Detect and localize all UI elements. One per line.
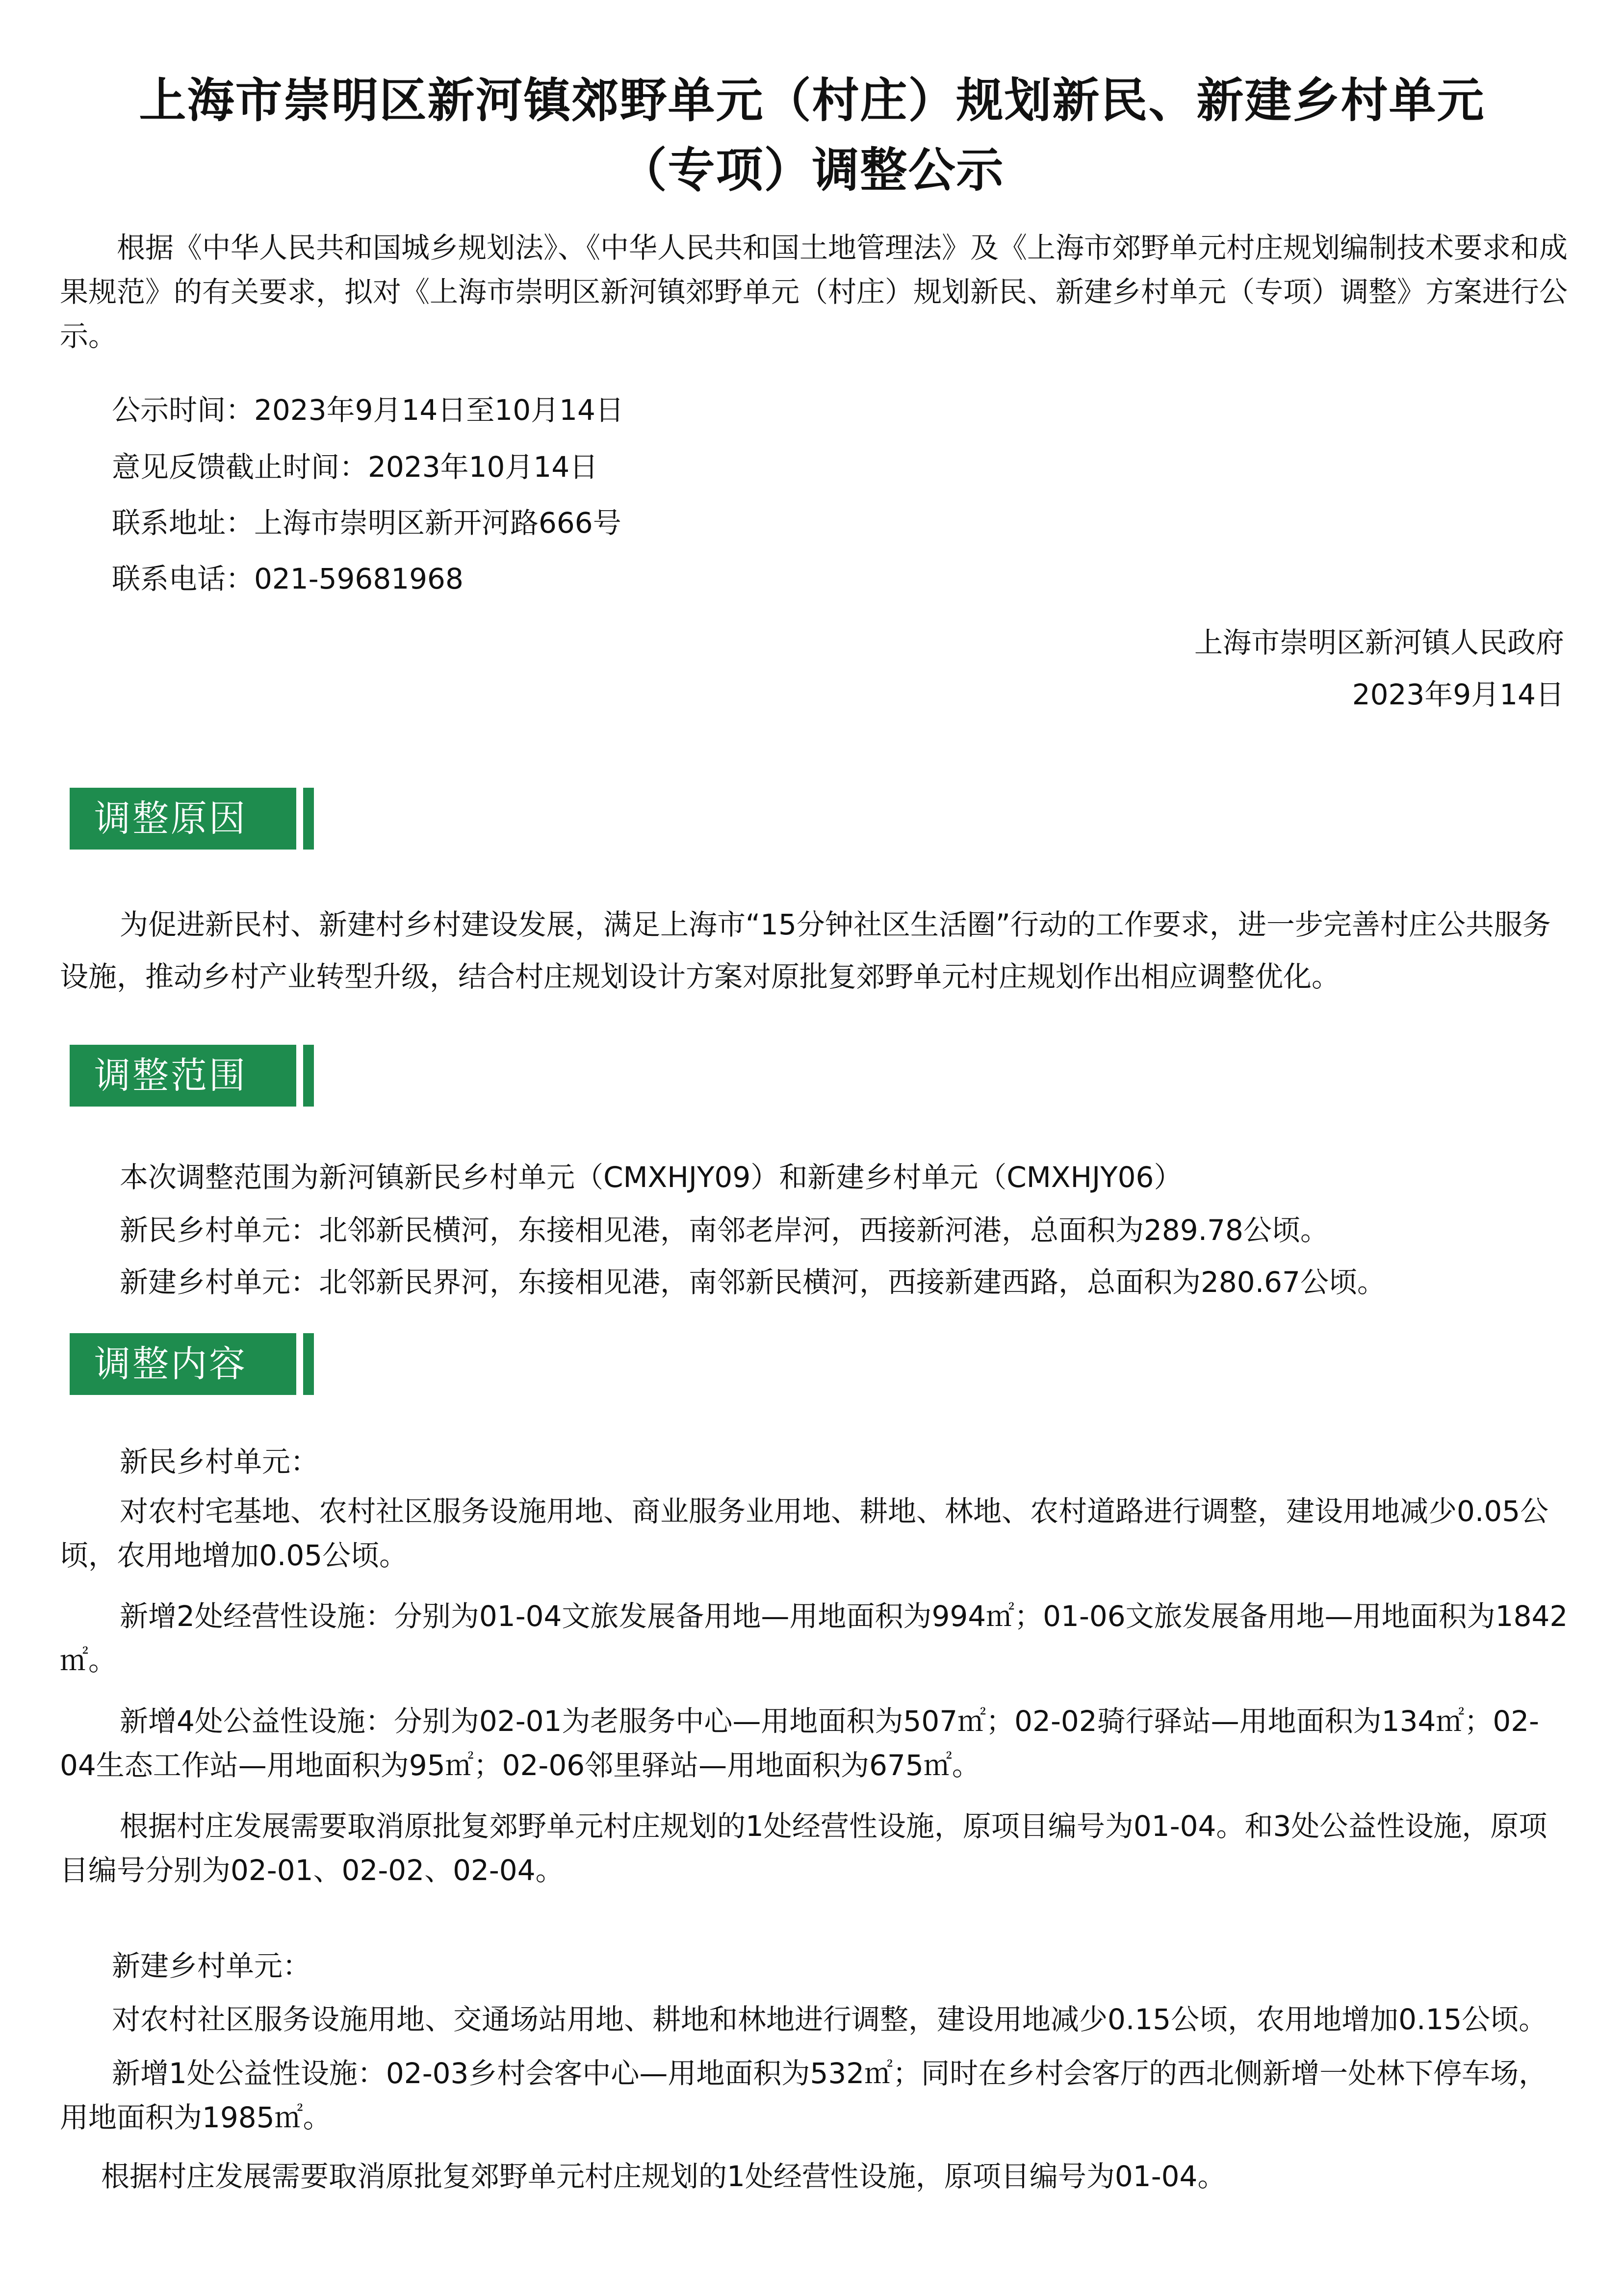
section-stripe [303, 788, 314, 850]
signature-date: 2023年9月14日 [1352, 678, 1564, 711]
xinmin-paragraph-1: 对农村宅基地、农村社区服务设施用地、商业服务业用地、耕地、林地、农村道路进行调整，建设用地减少0.05公顷，农用地增加0.05公顷。 [60, 1495, 1549, 1572]
scope-line-2: 新民乡村单元：北邻新民横河，东接相见港，南邻老岸河，西接新河港，总面积为289.78公顷。 [120, 1213, 1329, 1247]
reason-paragraph: 为促进新民村、新建村乡村建设发展，满足上海市“15分钟社区生活圈”行动的工作要求，进一步完善村庄公共服务设施，推动乡村产业转型升级，结合村庄规划设计方案对原批复郊野单元村庄规划作出相应调整优化。 [60, 908, 1551, 993]
signature-org: 上海市崇明区新河镇人民政府 [1194, 626, 1564, 659]
xinmin-paragraph-4: 根据村庄发展需要取消原批复郊野单元村庄规划的1处经营性设施，原项目编号为01-04。和3处公益性设施，原项目编号分别为02-01、02-02、02-04。 [60, 1809, 1547, 1887]
xinmin-title: 新民乡村单元： [120, 1445, 319, 1478]
xinjian-paragraph-2: 新增1处公益性设施：02-03乡村会客中心—用地面积为532㎡；同时在乡村会客厅的西北侧新增一处林下停车场，用地面积为1985㎡。 [60, 2057, 1547, 2134]
page-title-line-1: 上海市崇明区新河镇郊野单元（村庄）规划新民、新建乡村单元 [139, 73, 1485, 128]
section-heading-label: 调整范围 [94, 1055, 247, 1097]
section-stripe [303, 1045, 314, 1107]
xinmin-paragraph-2: 新增2处经营性设施：分别为01-04文旅发展备用地—用地面积为994㎡；01-06文旅发展备用地—用地面积为1842㎡。 [60, 1599, 1568, 1677]
scope-line-1: 本次调整范围为新河镇新民乡村单元（CMXHJY09）和新建乡村单元（CMXHJY06） [120, 1161, 1183, 1194]
intro-paragraph: 根据《中华人民共和国城乡规划法》、《中华人民共和国土地管理法》及《上海市郊野单元村庄规划编制技术要求和成果规范》的有关要求，拟对《上海市崇明区新河镇郊野单元（村庄）规划新民、新建乡村单元（专项）调整》方案进行公示。 [60, 231, 1568, 353]
section-heading-label: 调整原因 [94, 798, 247, 840]
notice-time: 公示时间：2023年9月14日至10月14日 [112, 393, 624, 427]
feedback-deadline: 意见反馈截止时间：2023年10月14日 [112, 450, 598, 484]
xinjian-paragraph-3: 根据村庄发展需要取消原批复郊野单元村庄规划的1处经营性设施，原项目编号为01-04。 [101, 2160, 1226, 2193]
xinmin-paragraph-3: 新增4处公益性设施：分别为02-01为老服务中心—用地面积为507㎡；02-02骑行驿站—用地面积为134㎡；02-04生态工作站—用地面积为95㎡；02-06邻里驿站—用地面积为675㎡。 [60, 1704, 1540, 1782]
xinjian-paragraph-1: 对农村社区服务设施用地、交通场站用地、耕地和林地进行调整，建设用地减少0.15公顷，农用地增加0.15公顷。 [112, 2003, 1547, 2036]
contact-address: 联系地址：上海市崇明区新开河路666号 [112, 506, 621, 540]
xinjian-title: 新建乡村单元： [112, 1949, 311, 1983]
section-heading-label: 调整内容 [94, 1343, 247, 1385]
scope-line-3: 新建乡村单元：北邻新民界河，东接相见港，南邻新民横河，西接新建西路，总面积为280.67公顷。 [120, 1265, 1386, 1299]
page-title-line-2: （专项）调整公示 [619, 143, 1005, 198]
contact-phone: 联系电话：021-59681968 [112, 562, 464, 595]
section-stripe [303, 1333, 314, 1395]
